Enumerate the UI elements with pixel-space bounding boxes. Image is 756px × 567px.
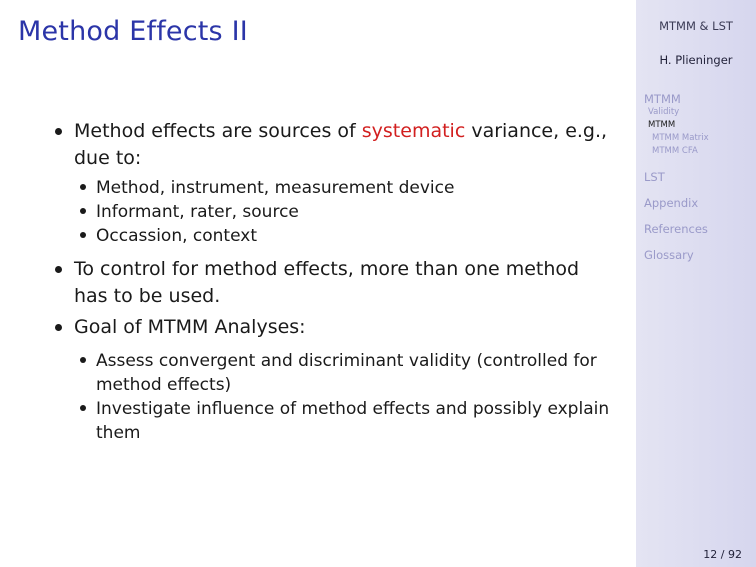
sidebar [636,0,756,567]
bullet-text: variance, e.g., due to: [74,120,608,169]
nav-subsubsection-mtmm-cfa[interactable]: MTMM CFA [652,146,698,156]
sub-bullet-investigate: Investigate influence of method effects and possibly explain them [52,397,612,445]
bullet-method-effects [52,118,612,172]
nav-subsection-mtmm[interactable]: MTMM [648,120,676,130]
sub-bullet-assess-validity: Assess convergent and discriminant validity (controlled for method effects) [52,349,612,397]
nav-section-mtmm[interactable]: MTMM [644,92,681,106]
sub-bullet-informant: Informant, rater, source [52,200,612,224]
bullet-goal-mtmm: Goal of MTMM Analyses: [52,314,612,341]
slide-title: Method Effects II [18,16,248,47]
slide-content [52,118,612,445]
sub-bullet-method: Method, instrument, measurement device [52,176,612,200]
highlight-systematic: systematic [361,120,466,142]
nav-section-lst[interactable]: LST [644,170,665,184]
bullet-control-method: To control for method effects, more than one method has to be used. [52,256,612,310]
bullet-text: Method effects are sources of [74,120,362,142]
sidebar-title[interactable]: MTMM & LST [659,19,733,33]
nav-subsection-validity[interactable]: Validity [648,107,680,117]
nav-subsubsection-mtmm-matrix[interactable]: MTMM Matrix [652,133,709,143]
sidebar-nav [644,92,754,262]
page-number: 12 / 92 [703,548,742,561]
nav-section-glossary[interactable]: Glossary [644,248,694,262]
nav-section-references[interactable]: References [644,222,708,236]
sub-bullet-occasion: Occassion, context [52,224,612,248]
nav-section-appendix[interactable]: Appendix [644,196,699,210]
sidebar-author[interactable]: H. Plieninger [659,53,733,67]
